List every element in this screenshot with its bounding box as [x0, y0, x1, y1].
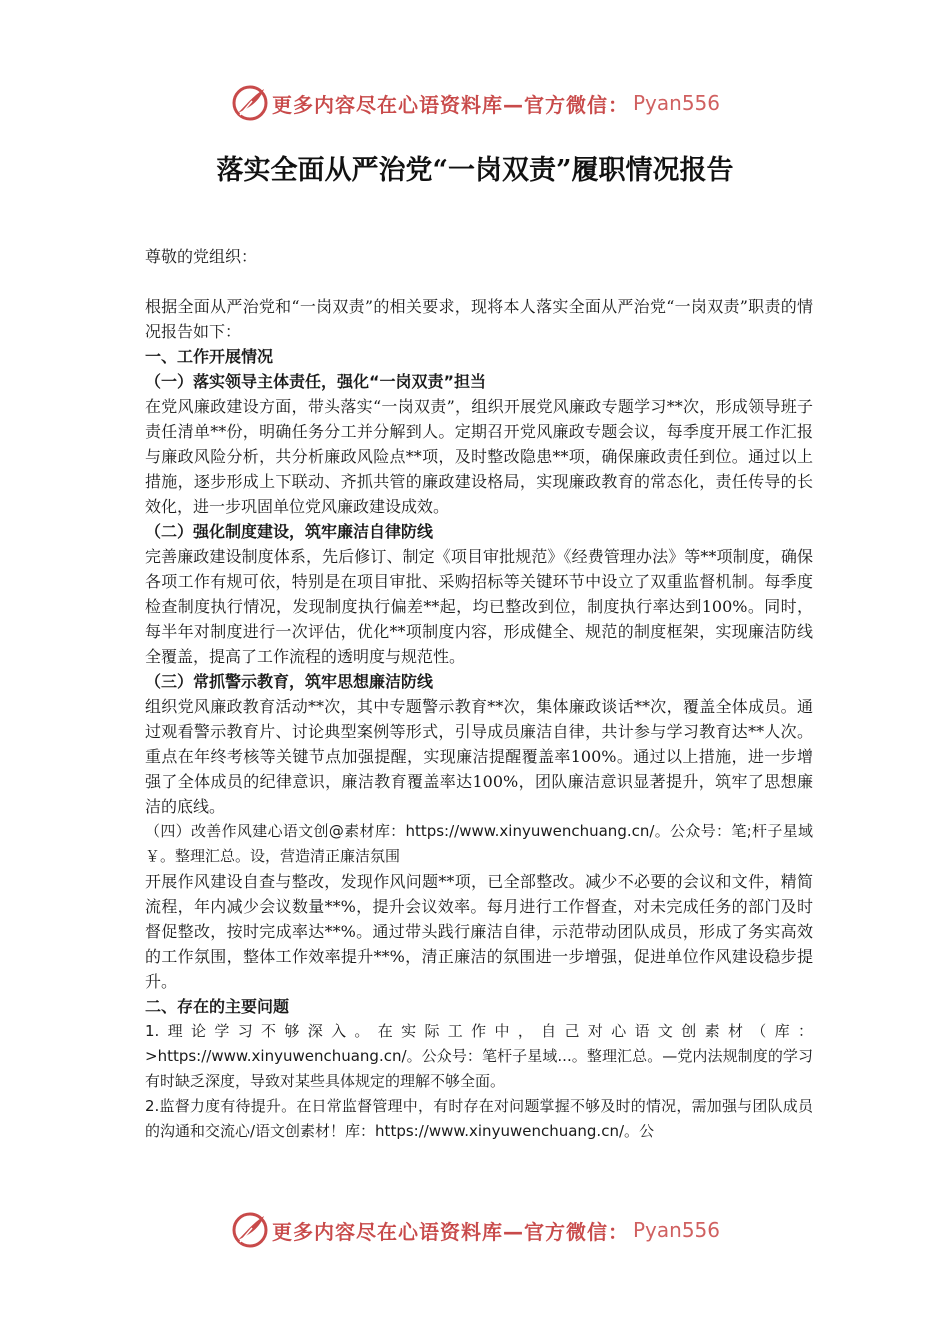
watermark-account: Pyan556	[632, 1218, 720, 1242]
document-title: 落实全面从严治党“一岗双责”履职情况报告	[216, 155, 734, 186]
document-body	[145, 244, 813, 1144]
section1-sub4-heading: （四）改善作风建心语文创@素材库：https://www.xinyuwenchuang.cn/。公众号：笔;杆子星域￥。整理汇总。设，营造清正廉洁氛围	[145, 822, 813, 865]
section2-item2: 2.监督力度有待提升。在日常监督管理中，有时存在对问题掌握不够及时的情况，需加强与团队成员的沟通和交流心/语文创素材！库：https://www.xinyuwenchuang.cn/。公	[145, 1097, 813, 1140]
section1-sub2-body: 完善廉政建设制度体系，先后修订、制定《项目审批规范》《经费管理办法》等**项制度，确保各项工作有规可依，特别是在项目审批、采购招标等关键环节中设立了双重监督机制。每季度检查制度执行情况，发现制度执行偏差**起，均已整改到位，制度执行率达到100%。同时，每半年对制度进行一次评估，优化**项制度内容，形成健全、规范的制度框架，实现廉洁防线全覆盖，提高了工作流程的透明度与规范性。	[145, 547, 813, 666]
section1-sub2-heading: （二）强化制度建设，筑牢廉洁自律防线	[145, 522, 434, 541]
watermark-text: 更多内容尽在心语资料库—官方微信：	[271, 92, 629, 117]
watermark-banner-bottom	[0, 1205, 950, 1255]
watermark-banner-top	[0, 78, 950, 128]
section1-sub1-body: 在党风廉政建设方面，带头落实“一岗双责”，组织开展党风廉政专题学习**次，形成领导班子责任清单**份，明确任务分工并分解到人。定期召开党风廉政专题会议，每季度开展工作汇报与廉政风险分析，共分析廉政风险点**项，及时整改隐患**项，确保廉政责任到位。通过以上措施，逐步形成上下联动、齐抓共管的廉政建设格局，实现廉政教育的常态化，责任传导的长效化，进一步巩固单位党风廉政建设成效。	[145, 397, 813, 516]
section1-sub4-body: 开展作风建设自查与整改，发现作风问题**项，已全部整改。减少不必要的会议和文件，精简流程，年内减少会议数量**%，提升会议效率。每月进行工作督查，对未完成任务的部门及时督促整改，按时完成率达**%。通过带头践行廉洁自律，示范带动团队成员，形成了务实高效的工作氛围，整体工作效率提升**%，清正廉洁的氛围进一步增强，促进单位作风建设稳步提升。	[145, 872, 813, 991]
section2-item1: 1.理论学习不够深入。在实际工作中，自己对心语文创素材（库：>https://www.xinyuwenchuang.cn/。公众号：笔杆子星域...。整理汇总。—党内法规制度的学习有时缺乏深度，导致对某些具体规定的理解不够全面。	[145, 1022, 813, 1090]
section1-sub1-heading: （一）落实领导主体责任，强化“一岗双责”担当	[145, 372, 487, 391]
section1-sub3-heading: （三）常抓警示教育，筑牢思想廉洁防线	[145, 672, 434, 691]
section1-heading: 一、工作开展情况	[145, 347, 274, 366]
watermark-text: 更多内容尽在心语资料库—官方微信：	[271, 1219, 629, 1244]
intro-paragraph: 根据全面从严治党和“一岗双责”的相关要求，现将本人落实全面从严治党“一岗双责”职责的情况报告如下：	[145, 297, 813, 341]
feather-pen-logo-icon	[230, 1210, 270, 1250]
feather-pen-logo-icon	[230, 83, 270, 123]
salutation: 尊敬的党组织：	[145, 247, 258, 266]
section1-sub3-body: 组织党风廉政教育活动**次，其中专题警示教育**次，集体廉政谈话**次，覆盖全体成员。通过观看警示教育片、讨论典型案例等形式，引导成员廉洁自律，共计参与学习教育达**人次。重点在年终考核等关键节点加强提醒，实现廉洁提醒覆盖率100%。通过以上措施，进一步增强了全体成员的纪律意识，廉洁教育覆盖率达100%，团队廉洁意识显著提升，筑牢了思想廉洁的底线。	[145, 697, 813, 816]
watermark-account: Pyan556	[632, 91, 720, 115]
section2-heading: 二、存在的主要问题	[145, 997, 290, 1016]
